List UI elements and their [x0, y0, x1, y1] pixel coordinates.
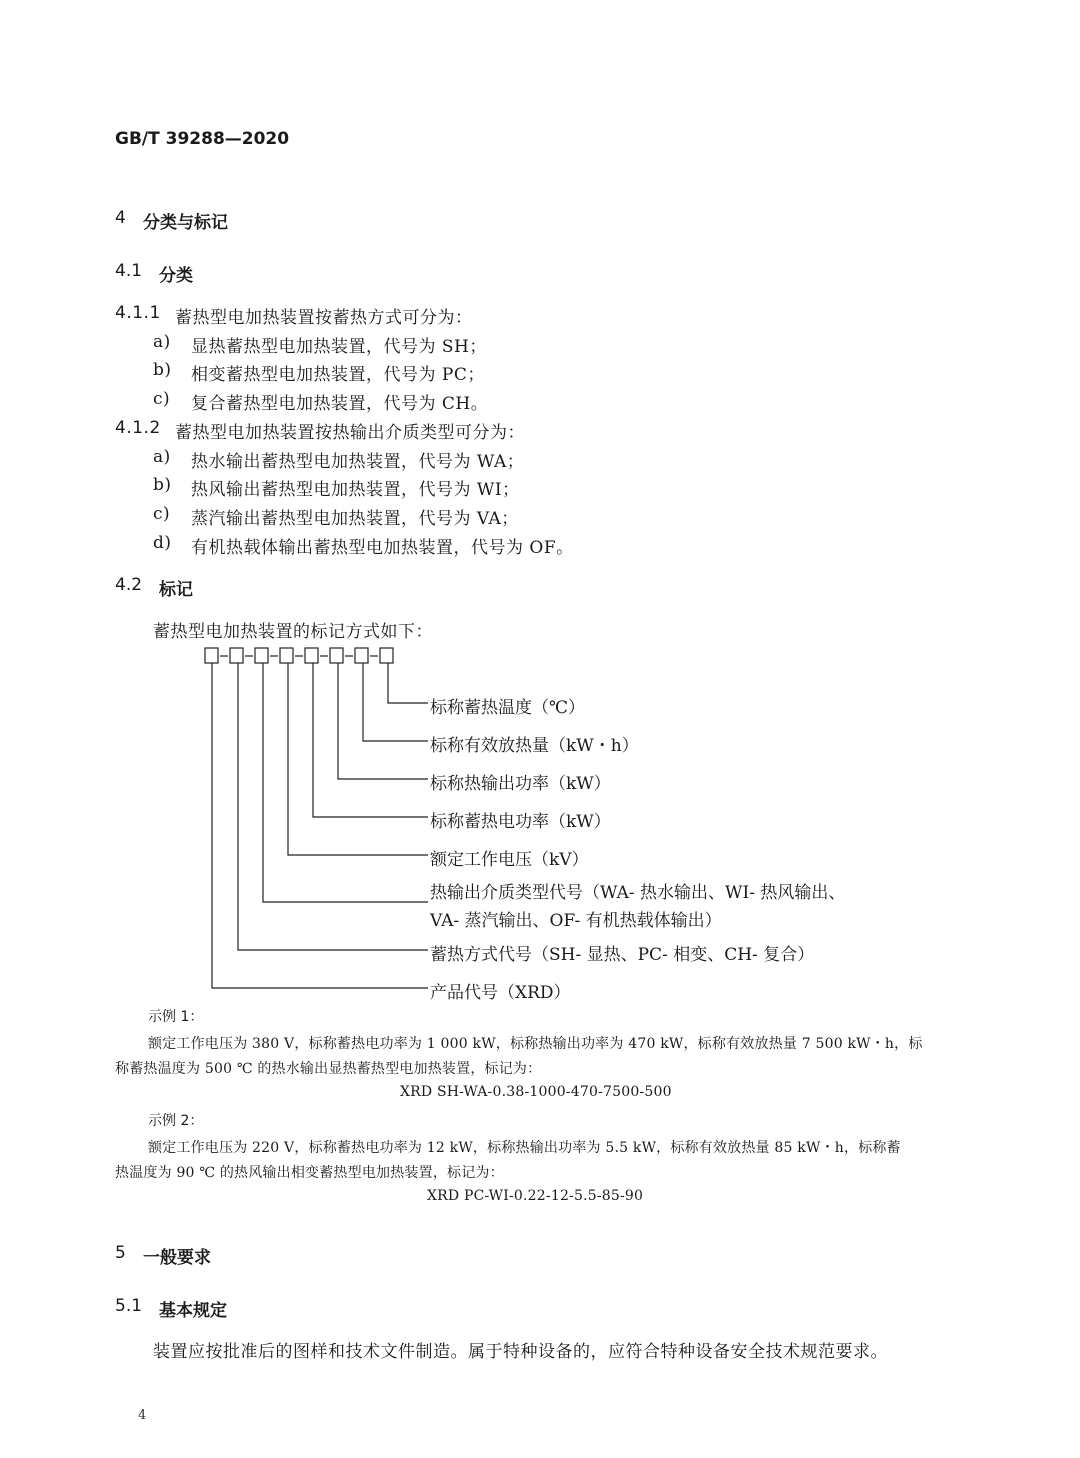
- leader-output-power: [338, 663, 428, 779]
- list-item-text: 相变蓄热型电加热装置，代号为 PC；: [191, 365, 485, 385]
- list-item-text: 蒸汽输出蓄热型电加热装置，代号为 VA；: [191, 509, 519, 529]
- section-5-1-text: 装置应按批准后的图样和技术文件制造。属于特种设备的，应符合特种设备安全技术规范要求。: [153, 1342, 888, 1362]
- list-item-mark: b): [153, 360, 172, 380]
- leader-storage-mode: [238, 663, 428, 950]
- code-box: [280, 648, 293, 663]
- list-item-text: 显热蓄热型电加热装置，代号为 SH；: [191, 337, 487, 357]
- section-4-1-title: 分类: [159, 266, 193, 286]
- clause-4-1-1-number: 4.1.1: [115, 303, 161, 323]
- example-1-line2: 称蓄热温度为 500 ℃ 的热水输出显热蓄热型电加热装置，标记为：: [115, 1061, 542, 1077]
- clause-4-1-2-text: 蓄热型电加热装置按热输出介质类型可分为：: [175, 423, 525, 443]
- label-medium-line2: VA- 蒸汽输出、OF- 有机热载体输出）: [430, 911, 722, 931]
- leader-storage-power: [313, 663, 428, 817]
- label-storage-mode: 蓄热方式代号（SH- 显热、PC- 相变、CH- 复合）: [430, 945, 815, 965]
- clause-4-1-2-number: 4.1.2: [115, 418, 161, 438]
- leader-voltage: [288, 663, 428, 855]
- section-4-title: 分类与标记: [143, 213, 228, 233]
- section-4-number: 4: [115, 208, 126, 228]
- section-5-1-number: 5.1: [115, 1296, 143, 1316]
- code-box: [355, 648, 368, 663]
- list-item-text: 复合蓄热型电加热装置，代号为 CH。: [191, 394, 489, 414]
- example-1-label: 示例 1：: [148, 1009, 204, 1025]
- list-item-mark: a): [153, 447, 171, 467]
- leader-heat-release: [363, 663, 428, 741]
- section-5-title: 一般要求: [143, 1248, 211, 1268]
- section-4-2-number: 4.2: [115, 575, 143, 595]
- list-item-mark: c): [153, 504, 171, 524]
- section-5-number: 5: [115, 1243, 126, 1263]
- standard-id: GB/T 39288—2020: [115, 129, 290, 149]
- label-product-code: 产品代号（XRD）: [430, 983, 571, 1003]
- leader-product-code: [212, 663, 428, 988]
- list-item-mark: b): [153, 475, 172, 495]
- example-2-label: 示例 2：: [148, 1113, 204, 1129]
- label-storage-power: 标称蓄热电功率（kW）: [430, 812, 611, 832]
- section-5-1-title: 基本规定: [159, 1301, 227, 1321]
- code-box: [380, 648, 393, 663]
- label-temperature: 标称蓄热温度（℃）: [430, 698, 586, 718]
- code-box: [305, 648, 318, 663]
- list-item-text: 有机热载体输出蓄热型电加热装置，代号为 OF。: [191, 538, 574, 558]
- list-item-mark: a): [153, 332, 171, 352]
- label-heat-release: 标称有效放热量（kW・h）: [430, 736, 639, 756]
- page-number: 4: [138, 1408, 147, 1423]
- example-1-code: XRD SH-WA-0.38-1000-470-7500-500: [400, 1084, 672, 1100]
- list-item-mark: d): [153, 533, 172, 553]
- code-box: [255, 648, 268, 663]
- label-output-power: 标称热输出功率（kW）: [430, 774, 611, 794]
- code-box: [330, 648, 343, 663]
- clause-4-1-1-text: 蓄热型电加热装置按蓄热方式可分为：: [175, 308, 473, 328]
- example-2-code: XRD PC-WI-0.22-12-5.5-85-90: [427, 1188, 644, 1204]
- code-box: [230, 648, 243, 663]
- example-2-line2: 热温度为 90 ℃ 的热风输出相变蓄热型电加热装置，标记为：: [115, 1165, 504, 1181]
- leader-temperature: [388, 663, 428, 703]
- example-1-line1: 额定工作电压为 380 V，标称蓄热电功率为 1 000 kW，标称热输出功率为 470 kW，标称有效放热量 7 500 kW・h，标: [148, 1036, 923, 1052]
- section-4-2-title: 标记: [159, 580, 193, 600]
- label-medium-line1: 热输出介质类型代号（WA- 热水输出、WI- 热风输出、: [430, 883, 846, 903]
- example-2-line1: 额定工作电压为 220 V，标称蓄热电功率为 12 kW，标称热输出功率为 5.5 kW，标称有效放热量 85 kW・h，标称蓄: [148, 1140, 901, 1156]
- list-item-mark: c): [153, 389, 171, 409]
- section-4-1-number: 4.1: [115, 261, 143, 281]
- code-box: [205, 648, 218, 663]
- label-voltage: 额定工作电压（kV）: [430, 850, 589, 870]
- list-item-text: 热风输出蓄热型电加热装置，代号为 WI；: [191, 480, 520, 500]
- list-item-text: 热水输出蓄热型电加热装置，代号为 WA；: [191, 452, 525, 472]
- marking-intro: 蓄热型电加热装置的标记方式如下：: [153, 622, 433, 642]
